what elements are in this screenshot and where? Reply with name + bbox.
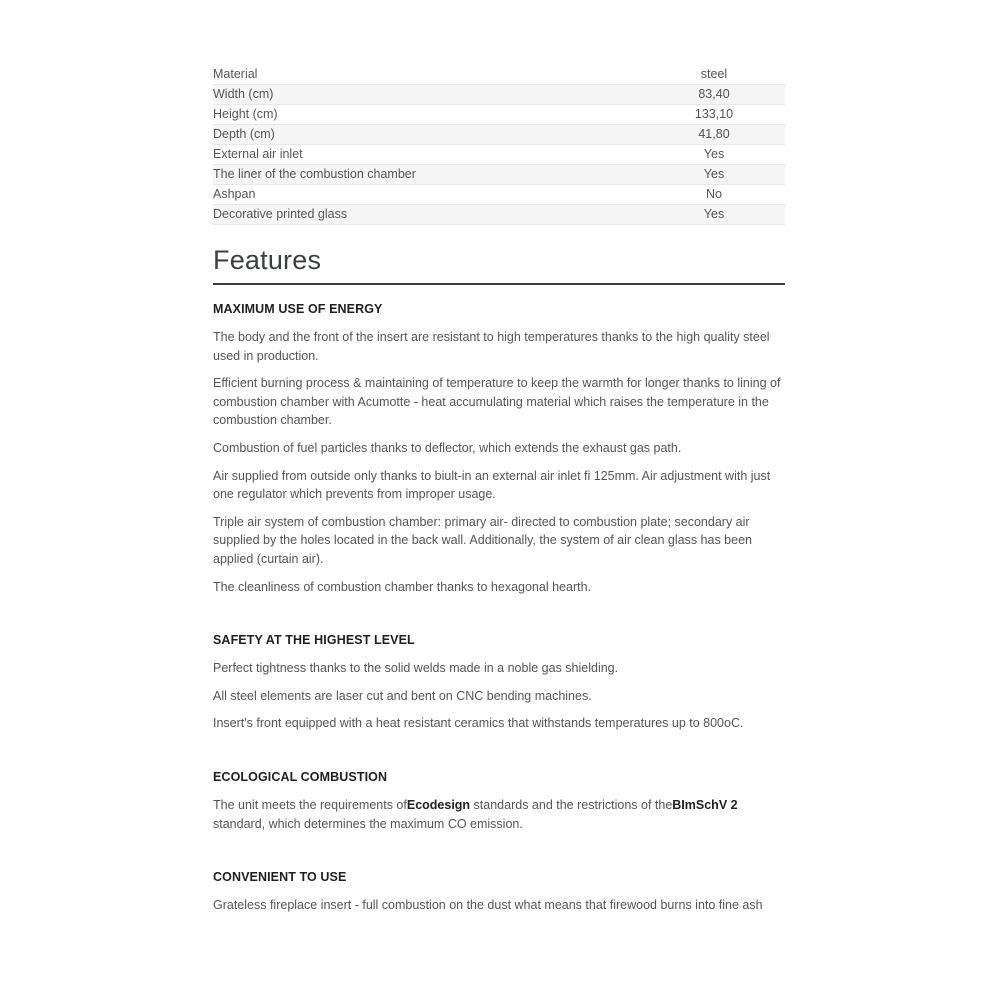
features-title: Features	[213, 245, 785, 285]
spec-table	[213, 65, 785, 225]
paragraph: Perfect tightness thanks to the solid welds made in a noble gas shielding.	[213, 661, 619, 676]
product-details	[213, 65, 785, 924]
paragraph	[213, 796, 785, 833]
spec-value: steel	[643, 65, 785, 85]
table-row	[213, 65, 785, 85]
spec-label: Width (cm)	[213, 85, 643, 105]
paragraph: Triple air system of combustion chamber: primary air- directed to combustion plate; secondary air supplied by the holes located in the back wall. Additionally, the system of air clean glass has been applied (curtain air).	[213, 514, 752, 566]
section-convenient	[213, 870, 785, 915]
spec-label: Material	[213, 65, 643, 85]
paragraph: Combustion of fuel particles thanks to deflector, which extends the exhaust gas path.	[213, 440, 682, 455]
spec-label: The liner of the combustion chamber	[213, 165, 643, 185]
spec-value: Yes	[643, 165, 785, 185]
section-energy	[213, 302, 785, 596]
section-heading: CONVENIENT TO USE	[213, 870, 347, 885]
section-heading: MAXIMUM USE OF ENERGY	[213, 302, 383, 316]
table-row	[213, 205, 785, 225]
table-row	[213, 185, 785, 205]
section-heading: SAFETY AT THE HIGHEST LEVEL	[213, 633, 415, 648]
spec-value: Yes	[643, 205, 785, 225]
paragraph: Air supplied from outside only thanks to biult-in an external air inlet fi 125mm. Air adjustment with just one regulator which prevents from improper usage.	[213, 468, 771, 502]
spec-value: 133,10	[643, 105, 785, 125]
section-heading: ECOLOGICAL COMBUSTION	[213, 769, 388, 784]
bold-term: Ecodesign	[406, 797, 471, 812]
section-safety	[213, 633, 785, 733]
spec-value: Yes	[643, 145, 785, 165]
spec-label: Depth (cm)	[213, 125, 643, 145]
table-row	[213, 145, 785, 165]
spec-label: Height (cm)	[213, 105, 643, 125]
table-row	[213, 85, 785, 105]
text-run: standard, which determines the maximum CO emission.	[213, 816, 523, 831]
spec-label: Ashpan	[213, 185, 643, 205]
table-row	[213, 165, 785, 185]
table-row	[213, 105, 785, 125]
text-run: The unit meets the requirements of	[213, 797, 407, 812]
table-row	[213, 125, 785, 145]
text-run: standards and the restrictions of the	[470, 797, 673, 812]
paragraph: The cleanliness of combustion chamber thanks to hexagonal hearth.	[213, 579, 592, 594]
section-ecological	[213, 770, 785, 833]
paragraph: Insert's front equipped with a heat resistant ceramics that withstands temperatures up to 800oC.	[213, 716, 744, 731]
paragraph: Efficient burning process & maintaining of temperature to keep the warmth for longer thanks to lining of combustion chamber with Acumotte - heat accumulating material which raises the temperature in the combustion chamber.	[213, 376, 781, 428]
spec-value: No	[643, 185, 785, 205]
spec-value: 83,40	[643, 85, 785, 105]
paragraph: All steel elements are laser cut and bent on CNC bending machines.	[213, 688, 592, 703]
spec-value: 41,80	[643, 125, 785, 145]
spec-label: Decorative printed glass	[213, 205, 643, 225]
spec-label: External air inlet	[213, 145, 643, 165]
bold-term: BImSchV 2	[672, 797, 738, 812]
paragraph: Grateless fireplace insert - full combustion on the dust what means that firewood burns into fine ash	[213, 898, 763, 913]
paragraph: The body and the front of the insert are resistant to high temperatures thanks to the high quality steel used in production.	[213, 330, 770, 363]
